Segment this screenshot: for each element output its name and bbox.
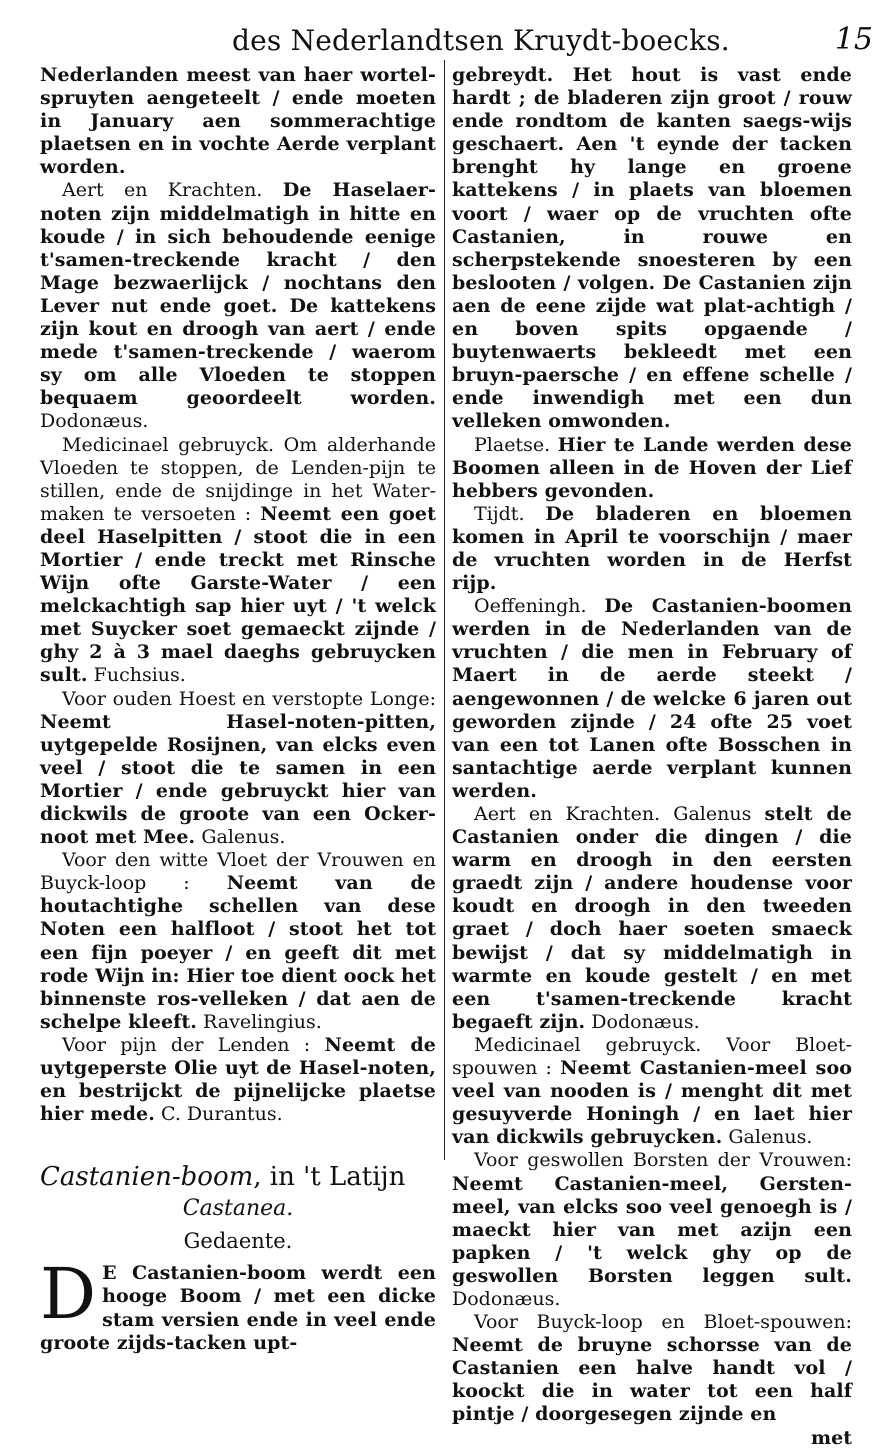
- column-divider: [444, 60, 445, 1160]
- paragraph-text: Neemt Castanien-meel, Gersten-meel, van elcks soo veel genoegh is / maeckt hier van met azijn een papken / 't welck ghy op de geswollen Borsten leggen sult.: [452, 1172, 852, 1287]
- paragraph: [452, 803, 852, 1034]
- section-title: [40, 1160, 436, 1224]
- page-header: [0, 20, 895, 64]
- paragraph-text: E Castanien-boom werdt een hooge Boom / met een dicke stam versien ende in veel ende groote zijds-tacken upt-: [40, 1262, 436, 1354]
- paragraph: [40, 179, 436, 433]
- source-citation: Ravelingius.: [203, 1010, 322, 1033]
- paragraph-lead: Voor Buyck-loop en Bloet-spouwen:: [474, 1311, 852, 1334]
- source-citation: Dodonæus.: [591, 1010, 700, 1033]
- source-citation: Galenus.: [728, 1126, 813, 1149]
- page-number: 15: [834, 22, 873, 57]
- section-title-latin-name: Castanea.: [182, 1196, 294, 1222]
- section-title-name: Castanien-boom: [40, 1162, 254, 1193]
- source-citation: C. Durantus.: [160, 1103, 283, 1126]
- paragraph-text: Neemt de uytgeperste Olie uyt de Hasel-noten, en bestrijckt de pijnelijcke plaetse hier mede.: [40, 1033, 436, 1126]
- paragraph: [40, 688, 436, 850]
- left-column: [40, 64, 436, 1354]
- paragraph-text: Neemt Castanien-meel soo veel van nooden is / menght dit met gesuyverde Honingh / en laet hier van dickwils gebruycken.: [452, 1057, 853, 1149]
- paragraph-lead: Medicinael gebruyck. Om alderhande Vloeden te stoppen, de Lenden-pijn te stillen, ende de snijdinge in het Water-maken te versoeten :: [40, 433, 436, 525]
- paragraph-text: Neemt Hasel-noten-pitten, uytgepelde Rosijnen, van elcks even veel / stoot die te samen in een Mortier / ende gebruyckt hier van dickwils de groote van een Ocker-noot met Mee.: [40, 710, 436, 849]
- source-citation: Dodonæus.: [40, 410, 149, 433]
- paragraph-text: De Castanien-boomen werden in de Nederlanden van de vruchten / die men in February of Maert in de aerde steekt / aengewonnen / de welcke 6 jaren out geworden zijnde / 24 ofte 25 voet van een tot Lanen ofte Bosschen in santachtige aerde verplant kunnen werden.: [452, 595, 852, 802]
- paragraph: [452, 503, 852, 595]
- paragraph: [452, 434, 852, 503]
- paragraph: [40, 849, 436, 1034]
- paragraph-lead: Voor ouden Hoest en verstopte Longe:: [62, 687, 436, 710]
- paragraph: [452, 595, 852, 803]
- paragraph-text: gebreydt. Het hout is vast ende hardt ; de bladeren zijn groot / rouw ende rondtom de kanten saegs-wijs geschaert. Aen 't eynde der tacken brenght hy lange en groene kattekens / in plaets van bloemen voort / waer op de vruchten ofte Castanien, in rouwe en scherpstekende snoesteren by een beslooten / volgen. De Castanien zijn aen de eene zijde wat plat-achtigh / en boven spits opgaende / buytenwaerts bekleedt met een bruyn-paersche / en effene schelle / ende inwendigh met een dun velleken omwonden.: [452, 64, 852, 433]
- paragraph-lead: Voor den witte Vloet der Vrouwen en Buyck-loop :: [40, 849, 436, 895]
- paragraph: [40, 1034, 436, 1126]
- paragraph: [452, 1034, 852, 1149]
- paragraph: [40, 64, 436, 179]
- running-title: des Nederlandtsen Kruydt-boecks.: [232, 24, 730, 57]
- paragraph: [452, 1149, 852, 1311]
- paragraph-lead: Plaetse.: [474, 433, 551, 456]
- source-citation: Galenus.: [201, 826, 286, 849]
- paragraph: [40, 1253, 436, 1354]
- paragraph-text: stelt de Castanien onder die dingen / die warm en droogh in den eersten graedt zijn / andere houdense voor koudt en droogh in den tweeden graet / doch haer soeten smaeck bewijst / dat sy middelmatigh in warmte en koude gestelt / en met een t'samen-treckende kracht begaeft zijn.: [452, 803, 852, 1033]
- paragraph-text: De bladeren en bloemen komen in April te voorschijn / maer de vruchten worden in de Herfst rijp.: [452, 502, 852, 595]
- paragraph-lead: Tijdt.: [474, 502, 525, 525]
- paragraph: [40, 434, 436, 688]
- paragraph-lead: Voor pijn der Lenden :: [62, 1033, 311, 1056]
- drop-cap: D: [40, 1253, 97, 1336]
- paragraph-lead: Aert en Krachten. Galenus: [474, 803, 752, 825]
- source-citation: Dodonæus.: [452, 1287, 561, 1310]
- right-column: [452, 64, 853, 1449]
- paragraph-text: Nederlanden meest van haer wortel-spruyten aengeteelt / ende moeten in January aen sommerachtige plaetsen en in vochte Aerde verplant worden.: [40, 64, 436, 179]
- paragraph: [452, 64, 852, 434]
- paragraph: [452, 1311, 852, 1426]
- paragraph-text: Neemt de bruyne schorsse van de Castanien een halve handt vol / koockt die in water tot een half pintje / doorgesegen zijnde en: [452, 1334, 852, 1426]
- catchword: met: [811, 1426, 852, 1449]
- subheading: Gedaente.: [183, 1229, 293, 1254]
- paragraph-text: De Haselaer-noten zijn middelmatigh in hitte en koude / in sich behoudende eenige t'samen-treckende kracht / den Mage bezwaerlijck / nochtans den Lever nut ende goet. De kattekens zijn kout en droogh van aert / ende mede t'samen-treckende / waerom sy om alle Vloeden te stoppen bequaem geoordeelt worden.: [40, 179, 436, 410]
- source-citation: Fuchsius.: [93, 664, 186, 687]
- paragraph-lead: Oeffeningh.: [474, 595, 587, 618]
- paragraph-lead: Voor geswollen Borsten der Vrouwen:: [474, 1149, 852, 1172]
- paragraph-text: Neemt een goet deel Haselpitten / stoot die in een Mortier / ende treckt met Rinsche Wijn ofte Garste-Water / een melckachtigh sap hier uyt / 't welck met Suycker soet gemaeckt zijnde / ghy 2 à 3 mael daeghs gebruycken sult.: [40, 502, 436, 687]
- section-title-latin-lead: , in 't Latijn: [253, 1162, 406, 1193]
- paragraph-lead: Aert en Krachten.: [62, 179, 263, 202]
- paragraph-lead: Medicinael gebruyck. Voor Bloet-spouwen :: [452, 1033, 852, 1080]
- paragraph-text: Hier te Lande werden dese Boomen alleen in de Hoven der Lief hebbers gevonden.: [452, 433, 852, 502]
- paragraph-text: Neemt van de houtachtighe schellen van dese Noten een halfloot / stoot het tot een fijn poeyer / en geeft dit met rode Wijn in: Hier toe dient oock het binnenste ros-velleken / dat aen de schelpe kleeft.: [40, 872, 436, 1033]
